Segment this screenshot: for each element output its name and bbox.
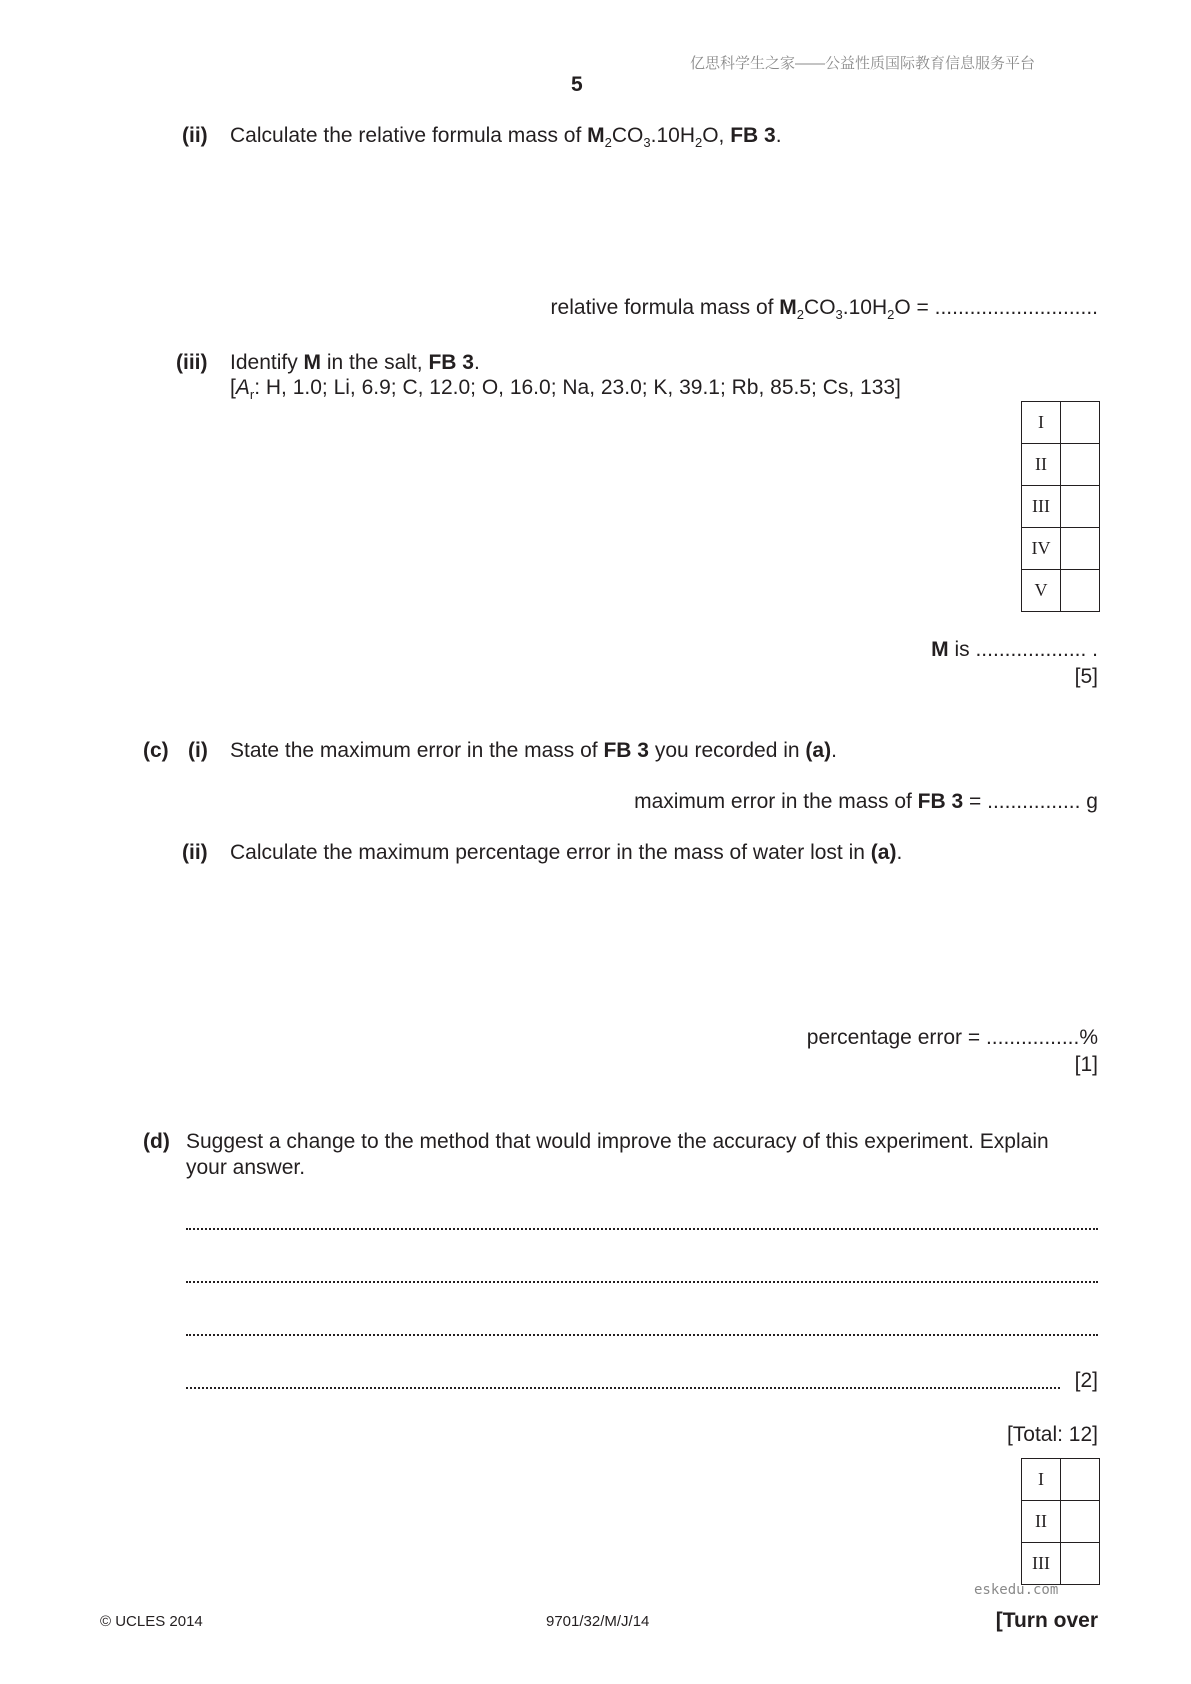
question-text-c-i: State the maximum error in the mass of FB 3 you recorded in (a).	[230, 739, 837, 762]
page-number: 5	[571, 73, 583, 96]
total-marks: [Total: 12]	[1006, 1423, 1098, 1446]
question-text-b-ii: Calculate the relative formula mass of $M_2CO_3.10H_2O$, FB 3.	[230, 124, 782, 150]
mark-cell	[1061, 1543, 1100, 1585]
question-label-c-i: (i)	[188, 739, 208, 762]
marks-b: [5]	[1074, 665, 1098, 688]
mark-label: II	[1022, 1501, 1061, 1543]
question-text-d-line2: your answer.	[186, 1156, 306, 1179]
mark-label: II	[1022, 444, 1061, 486]
question-text-c-ii: Calculate the maximum percentage error in the mass of water lost in (a).	[230, 841, 903, 864]
question-label-b-iii: (iii)	[176, 351, 208, 374]
question-label-c-ii: (ii)	[182, 841, 208, 864]
marks-d: [2]	[1074, 1369, 1098, 1392]
mark-row	[1022, 1459, 1100, 1501]
examiner-mark-table-1	[1021, 401, 1100, 612]
mark-label: I	[1022, 402, 1061, 444]
mark-row	[1022, 444, 1100, 486]
answer-line-max-error: maximum error in the mass of FB 3 = ................ g	[634, 790, 1098, 813]
mark-row	[1022, 1543, 1100, 1585]
mark-cell	[1061, 528, 1100, 570]
relative-atomic-masses: [$A_r$: H, 1.0; Li, 6.9; C, 12.0; O, 16.0; Na, 23.0; K, 39.1; Rb, 85.5; Cs, 133]	[230, 376, 901, 402]
mark-label: III	[1022, 1543, 1061, 1585]
watermark-text: 亿思科学生之家——公益性质国际教育信息服务平台	[690, 55, 1036, 72]
answer-line-percentage-error: percentage error = ................%	[806, 1026, 1098, 1049]
mark-cell	[1061, 1501, 1100, 1543]
turn-over-text: [Turn over	[995, 1609, 1098, 1632]
mark-cell	[1061, 570, 1100, 612]
mark-label: IV	[1022, 528, 1061, 570]
mark-row	[1022, 528, 1100, 570]
mark-cell	[1061, 444, 1100, 486]
part-label-c: (c)	[143, 739, 169, 762]
answer-dotted-line	[186, 1228, 1098, 1230]
question-text-b-iii: Identify M in the salt, FB 3.	[230, 351, 480, 374]
part-label-d: (d)	[143, 1130, 170, 1153]
copyright-text: © UCLES 2014	[100, 1613, 203, 1630]
mark-row	[1022, 570, 1100, 612]
answer-line-M: M is ................... .	[931, 638, 1098, 661]
question-label-b-ii: (ii)	[182, 124, 208, 147]
mark-row	[1022, 1501, 1100, 1543]
answer-dotted-line	[186, 1281, 1098, 1283]
mark-row	[1022, 486, 1100, 528]
answer-dotted-line	[186, 1334, 1098, 1336]
question-text-d-line1: Suggest a change to the method that would improve the accuracy of this experiment. Explain	[186, 1130, 1049, 1153]
marks-c: [1]	[1074, 1053, 1098, 1076]
examiner-mark-table-2	[1021, 1458, 1100, 1585]
mark-label: III	[1022, 486, 1061, 528]
answer-dotted-line	[186, 1387, 1060, 1389]
mark-cell	[1061, 486, 1100, 528]
mark-row	[1022, 402, 1100, 444]
mark-cell	[1061, 1459, 1100, 1501]
mark-cell	[1061, 402, 1100, 444]
answer-line-formula-mass: relative formula mass of $M_2CO_3.10H_2O$ = ............................	[550, 296, 1098, 322]
mark-label: V	[1022, 570, 1061, 612]
mark-label: I	[1022, 1459, 1061, 1501]
paper-code: 9701/32/M/J/14	[546, 1613, 650, 1630]
watermark-stamp: eskedu.com	[974, 1582, 1059, 1598]
